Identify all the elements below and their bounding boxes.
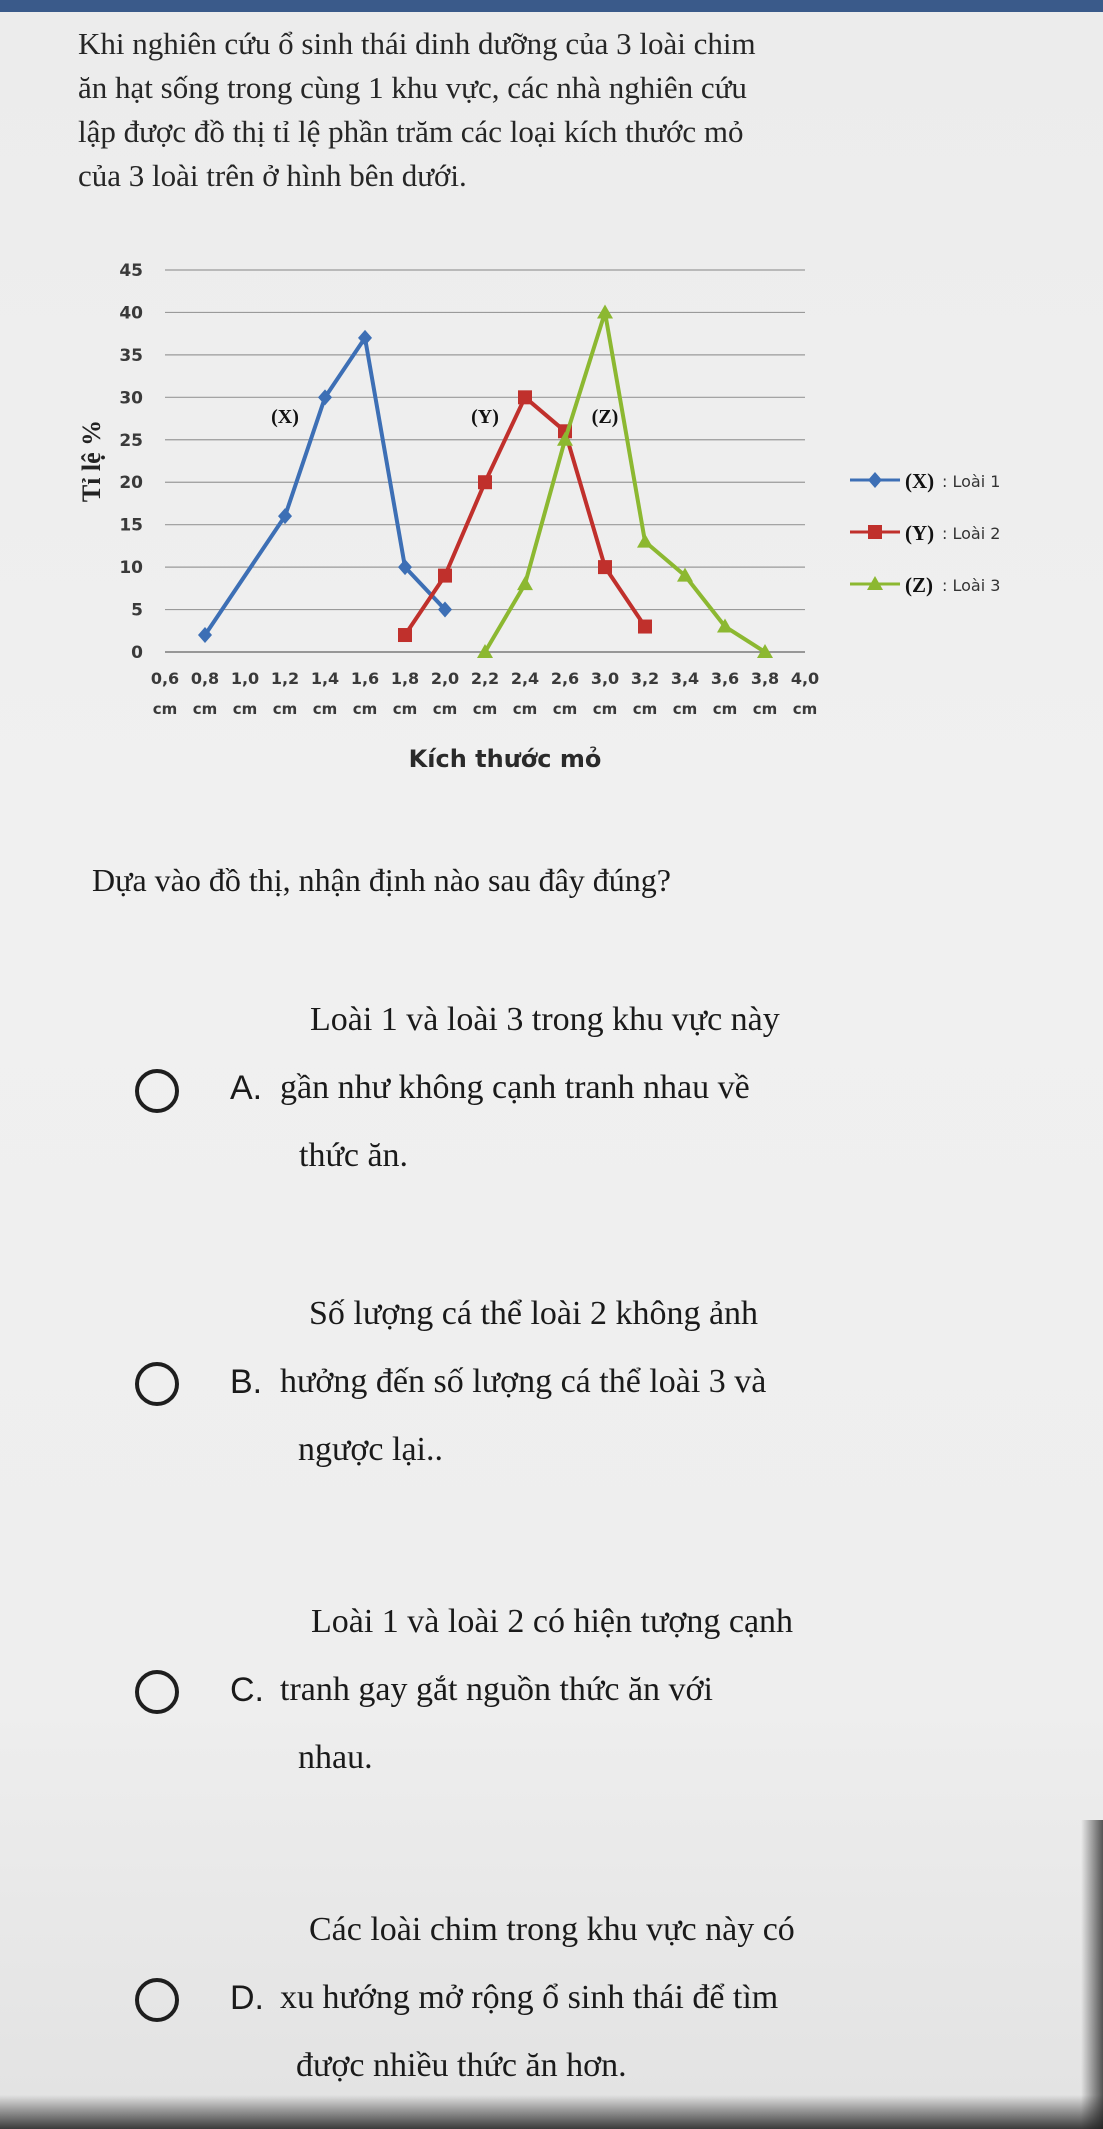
x-tick-value: 1,4 bbox=[310, 669, 340, 688]
question-text: Dựa vào đồ thị, nhận định nào sau đây đúng? bbox=[92, 862, 671, 898]
x-tick-unit: cm bbox=[792, 700, 818, 718]
y-tick-label: 45 bbox=[119, 261, 143, 281]
x-tick-label bbox=[711, 669, 739, 718]
legend-item bbox=[850, 521, 1000, 545]
y-tick-label: 35 bbox=[119, 345, 143, 366]
x-tick-label bbox=[431, 669, 459, 718]
data-point bbox=[597, 304, 613, 318]
x-tick-value: 1,8 bbox=[390, 669, 420, 688]
x-tick-label bbox=[311, 669, 339, 718]
x-tick-unit: cm bbox=[432, 700, 458, 718]
option-d-line-2: xu hướng mở rộng ổ sinh thái để tìm bbox=[280, 1979, 779, 2016]
x-tick-unit: cm bbox=[672, 700, 698, 718]
legend-series-name: (Z) bbox=[905, 573, 933, 597]
y-tick-label: 25 bbox=[119, 430, 143, 451]
option-c-letter: C. bbox=[230, 1671, 264, 1709]
data-point bbox=[478, 475, 492, 489]
x-tick-value: 3,4 bbox=[670, 669, 700, 688]
legend-marker bbox=[868, 472, 882, 488]
option-c-line-2: tranh gay gắt nguồn thức ăn với bbox=[280, 1671, 713, 1708]
x-tick-label bbox=[591, 669, 619, 718]
x-tick-unit: cm bbox=[712, 700, 738, 718]
top-bar bbox=[0, 0, 1103, 12]
y-tick-label: 30 bbox=[119, 388, 143, 409]
option-c-line-3: nhau. bbox=[298, 1739, 373, 1776]
x-tick-unit: cm bbox=[632, 700, 658, 718]
x-tick-label bbox=[751, 669, 779, 718]
intro-line: của 3 loài trên ở hình bên dưới. bbox=[78, 158, 467, 193]
x-tick-value: 2,6 bbox=[550, 669, 580, 688]
bottom-shade bbox=[0, 2095, 1103, 2129]
option-d-letter: D. bbox=[230, 1979, 264, 2017]
x-tick-label bbox=[351, 669, 379, 718]
x-tick-unit: cm bbox=[472, 700, 498, 718]
legend bbox=[850, 469, 1000, 597]
legend-label: : Loài 2 bbox=[942, 524, 1001, 543]
x-tick-value: 3,6 bbox=[710, 669, 740, 688]
x-tick-unit: cm bbox=[552, 700, 578, 718]
x-tick-value: 4,0 bbox=[790, 669, 820, 688]
x-tick-unit: cm bbox=[272, 700, 298, 718]
data-point bbox=[598, 560, 612, 574]
screen-edge-shade bbox=[1081, 1820, 1103, 2129]
y-tick-label: 40 bbox=[119, 303, 143, 324]
x-tick-unit: cm bbox=[312, 700, 338, 718]
x-tick-unit: cm bbox=[512, 700, 538, 718]
series-annotation: (Z) bbox=[591, 405, 619, 428]
y-tick-label: 10 bbox=[119, 558, 143, 579]
intro-text bbox=[78, 22, 1038, 198]
intro-line: lập được đồ thị tỉ lệ phần trăm các loại kích thước mỏ bbox=[78, 114, 744, 149]
x-tick-label bbox=[231, 669, 259, 718]
x-tick-value: 2,2 bbox=[470, 669, 500, 688]
x-tick-value: 3,8 bbox=[750, 669, 780, 688]
x-tick-unit: cm bbox=[352, 700, 378, 718]
x-tick-label bbox=[511, 669, 539, 718]
legend-marker bbox=[868, 525, 882, 539]
beak-size-chart bbox=[60, 250, 1060, 790]
x-tick-value: 3,2 bbox=[630, 669, 660, 688]
data-point bbox=[518, 390, 532, 404]
legend-label: : Loài 1 bbox=[942, 472, 1001, 491]
x-tick-label bbox=[271, 669, 299, 718]
x-tick-value: 1,6 bbox=[350, 669, 380, 688]
x-tick-label bbox=[631, 669, 659, 718]
data-point bbox=[517, 576, 533, 590]
legend-series-name: (Y) bbox=[905, 521, 935, 545]
option-a-line-2: gần như không cạnh tranh nhau về bbox=[280, 1069, 750, 1106]
x-tick-unit: cm bbox=[192, 700, 218, 718]
x-tick-unit: cm bbox=[592, 700, 618, 718]
data-point bbox=[438, 569, 452, 583]
y-tick-label: 15 bbox=[119, 515, 143, 536]
legend-label: : Loài 3 bbox=[942, 576, 1001, 595]
x-tick-value: 0,6 bbox=[150, 669, 180, 688]
x-tick-label bbox=[191, 669, 219, 718]
option-a-line-3: thức ăn. bbox=[299, 1137, 409, 1174]
option-a-line-1: Loài 1 và loài 3 trong khu vực này bbox=[310, 1001, 780, 1038]
data-point bbox=[638, 620, 652, 634]
x-tick-value: 3,0 bbox=[590, 669, 620, 688]
legend-item bbox=[850, 573, 1000, 597]
option-a-letter: A. bbox=[230, 1069, 263, 1107]
x-tick-label bbox=[551, 669, 579, 718]
option-d-line-3: được nhiều thức ăn hơn. bbox=[296, 2047, 627, 2084]
x-tick-label bbox=[471, 669, 499, 718]
x-tick-label bbox=[151, 669, 179, 718]
x-tick-label bbox=[671, 669, 699, 718]
x-tick-value: 0,8 bbox=[190, 669, 220, 688]
y-tick-label: 0 bbox=[131, 643, 143, 663]
series-1 bbox=[198, 330, 452, 643]
data-point bbox=[637, 534, 653, 548]
x-tick-value: 1,2 bbox=[270, 669, 300, 688]
x-tick-unit: cm bbox=[232, 700, 258, 718]
option-d-line-1: Các loài chim trong khu vực này có bbox=[309, 1911, 795, 1948]
x-tick-label bbox=[791, 669, 819, 718]
option-b-line-1: Số lượng cá thể loài 2 không ảnh bbox=[309, 1295, 759, 1332]
option-c-line-1: Loài 1 và loài 2 có hiện tượng cạnh bbox=[311, 1603, 794, 1640]
series-2 bbox=[398, 390, 652, 642]
option-b-radio[interactable] bbox=[135, 1362, 179, 1406]
option-c-radio[interactable] bbox=[135, 1670, 179, 1714]
series-line bbox=[205, 338, 445, 635]
intro-line: ăn hạt sống trong cùng 1 khu vực, các nhà nghiên cứu bbox=[78, 70, 747, 105]
option-a-radio[interactable] bbox=[135, 1069, 179, 1113]
x-tick-unit: cm bbox=[752, 700, 778, 718]
x-tick-unit: cm bbox=[392, 700, 418, 718]
y-tick-label: 5 bbox=[131, 600, 143, 621]
x-tick-value: 2,4 bbox=[510, 669, 540, 688]
x-tick-value: 1,0 bbox=[230, 669, 260, 688]
x-axis-label: Kích thước mỏ bbox=[408, 745, 602, 773]
series-line bbox=[405, 397, 645, 635]
legend-item bbox=[850, 469, 1000, 493]
y-tick-label: 20 bbox=[119, 473, 143, 494]
option-d-radio[interactable] bbox=[135, 1978, 179, 2022]
x-tick-unit: cm bbox=[152, 700, 178, 718]
series-annotation: (Y) bbox=[471, 405, 499, 428]
option-b-line-3: ngược lại.. bbox=[298, 1431, 443, 1468]
series-annotation: (X) bbox=[271, 405, 299, 428]
x-tick-value: 2,0 bbox=[430, 669, 460, 688]
option-b-line-2: hưởng đến số lượng cá thể loài 3 và bbox=[280, 1363, 767, 1400]
y-axis-label: Tỉ lệ % bbox=[77, 419, 106, 503]
legend-series-name: (X) bbox=[905, 469, 935, 493]
intro-line: Khi nghiên cứu ổ sinh thái dinh dưỡng của 3 loài chim bbox=[78, 26, 756, 61]
option-b-letter: B. bbox=[230, 1363, 263, 1401]
series-3 bbox=[477, 304, 773, 658]
x-tick-label bbox=[391, 669, 419, 718]
data-point bbox=[398, 628, 412, 642]
